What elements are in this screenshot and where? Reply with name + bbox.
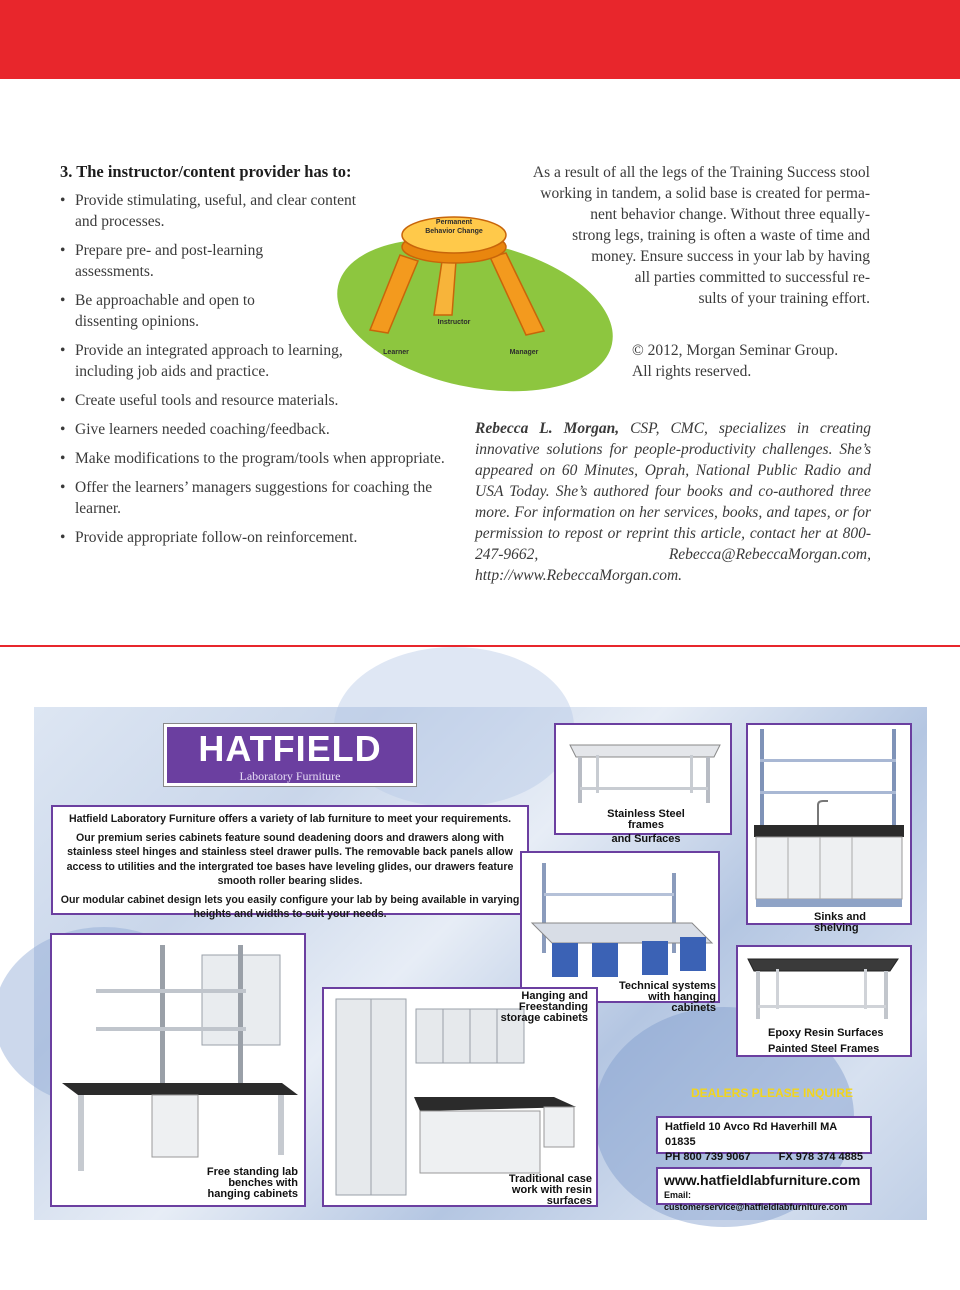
phone-fax-row [665,1150,863,1165]
logo-tagline: Laboratory Furniture [239,769,341,783]
section-heading: 3. The instructor/content provider has to: [60,162,352,181]
caption-line: storage cabinets [500,1012,588,1024]
intro-paragraph: Our premium series cabinets feature sound deadening doors and drawers along with stainless steel hinges and stainless steel drawer pulls. The removable back panels allow access to utilities and the intergrated toe bases have leveling glides, our drawers feature smooth roller bearing slides. [66,831,514,887]
label-behavior-change: Behavior Change [425,228,483,235]
address: Hatfield 10 Avco Rd Haverhill MA 01835 [665,1121,837,1148]
caption-line: Painted Steel Frames [768,1043,880,1055]
caption-sinks: Sinks and shelving [814,911,866,934]
conclusion-line: strong legs, training is often a waste of time and [572,227,870,244]
technical-bench-image [522,853,718,1001]
intro-paragraph: Our modular cabinet design lets you easily configure your lab by being available in varying heights and widths to suit your needs. [60,893,520,920]
sink-cabinet-image [748,725,910,923]
bullet-item: • Be approachable and open to dissenting opinions. [60,290,285,332]
conclusion-line: all parties committed to successful re- [634,269,870,286]
copyright-line: All rights reserved. [632,363,752,380]
label-manager: Manager [509,349,539,356]
bullet-item: • Make modifications to the program/tools when appropriate. [60,448,460,469]
photo-stainless-steel-frames [554,723,732,845]
conclusion-line: As a result of all the legs of the Training Success stool [532,164,870,181]
label-instructor: Instructor [437,319,471,326]
caption-line: benches with [228,1177,298,1189]
contact-box [656,1116,872,1163]
label-learner: Learner [383,349,409,356]
section-divider [0,645,960,647]
top-red-band [0,0,960,79]
conclusion-paragraph [474,162,870,309]
caption-line: with hanging cabinets [648,991,716,1014]
fax-number: FX 978 374 4885 [778,1151,863,1163]
phone-number: PH 800 739 9067 [665,1151,751,1163]
freestanding-bench-image [52,935,304,1205]
caption-hanging [452,991,588,1024]
conclusion-line: money. Ensure success in your lab by having [591,248,870,265]
website-box [656,1167,872,1212]
caption-line: surfaces [546,1195,592,1207]
caption-freestanding [192,1167,298,1200]
bullet-item: • Offer the learners’ managers suggestions for coaching the learner. [60,477,445,519]
copyright-line: © 2012, Morgan Seminar Group. [632,342,839,359]
caption-line: Free standing lab [206,1166,298,1178]
bullet-item: • Provide stimulating, useful, and clear content and processes. [60,190,380,232]
copyright-notice [632,340,872,382]
photo-freestanding-benches [50,933,306,1207]
website-link[interactable]: www.hatfieldlabfurniture.com [664,1172,861,1188]
intro-paragraph: Hatfield Laboratory Furniture offers a variety of lab furniture to meet your requirements. [68,813,512,825]
caption-line: Stainless Steel frames [607,808,685,831]
caption-line: Technical systems [618,980,716,992]
caption-line: Hanging and Freestanding [518,990,588,1013]
caption-line: and Surfaces [611,833,681,845]
bullet-item: • Give learners needed coaching/feedback. [60,419,460,440]
email-link[interactable]: Email: customerservice@hatfieldlabfurniture.com [664,1190,848,1212]
hatfield-logo [164,724,416,786]
bullet-item: • Create useful tools and resource materials. [60,390,460,411]
conclusion-line: nent behavior change. Without three equally- [590,206,870,223]
author-bio [475,418,871,586]
photo-technical-systems [520,851,720,1014]
bullet-item: • Prepare pre- and post-learning assessments. [60,240,290,282]
author-bio-text: CSP, CMC, specializes in creating innovative solutions for people-productivity challenges. She’s appeared on 60 Minutes, Oprah, National Public Radio and USA Today. She’s authored four books and co-authored three more. For information on her services, books, and tapes, or for permission to repost or reprint this article, contact her at 800-247-9662, Rebecca@RebeccaMorgan.com, http://www.RebeccaMorgan.com. [475,420,872,584]
author-name: Rebecca L. Morgan, [475,420,620,437]
caption-line: Traditional case [508,1173,592,1185]
label-permanent: Permanent [435,219,473,226]
bullet-item: • Provide an integrated approach to learning, including job aids and practice. [60,340,352,382]
ad-intro-box [51,805,529,920]
hatfield-advertisement [34,707,927,1220]
caption-line: hanging cabinets [207,1188,298,1200]
caption-traditional [474,1174,592,1207]
caption-line: Epoxy Resin Surfaces [768,1027,884,1039]
photo-epoxy-resin [736,945,912,1057]
bullet-item: • Provide appropriate follow-on reinforcement. [60,527,460,548]
caption-epoxy [768,1028,884,1055]
caption-steel-frames [590,809,702,845]
photo-sinks-shelving [746,723,912,934]
logo-wordmark: HATFIELD [198,728,382,769]
dealers-inquire: DEALERS PLEASE INQUIRE [691,1086,854,1100]
conclusion-line: sults of your training effort. [698,290,870,307]
conclusion-line: working in tandem, a solid base is created for perma- [540,185,870,202]
caption-technical [602,981,716,1014]
caption-line: work with resin [511,1184,592,1196]
